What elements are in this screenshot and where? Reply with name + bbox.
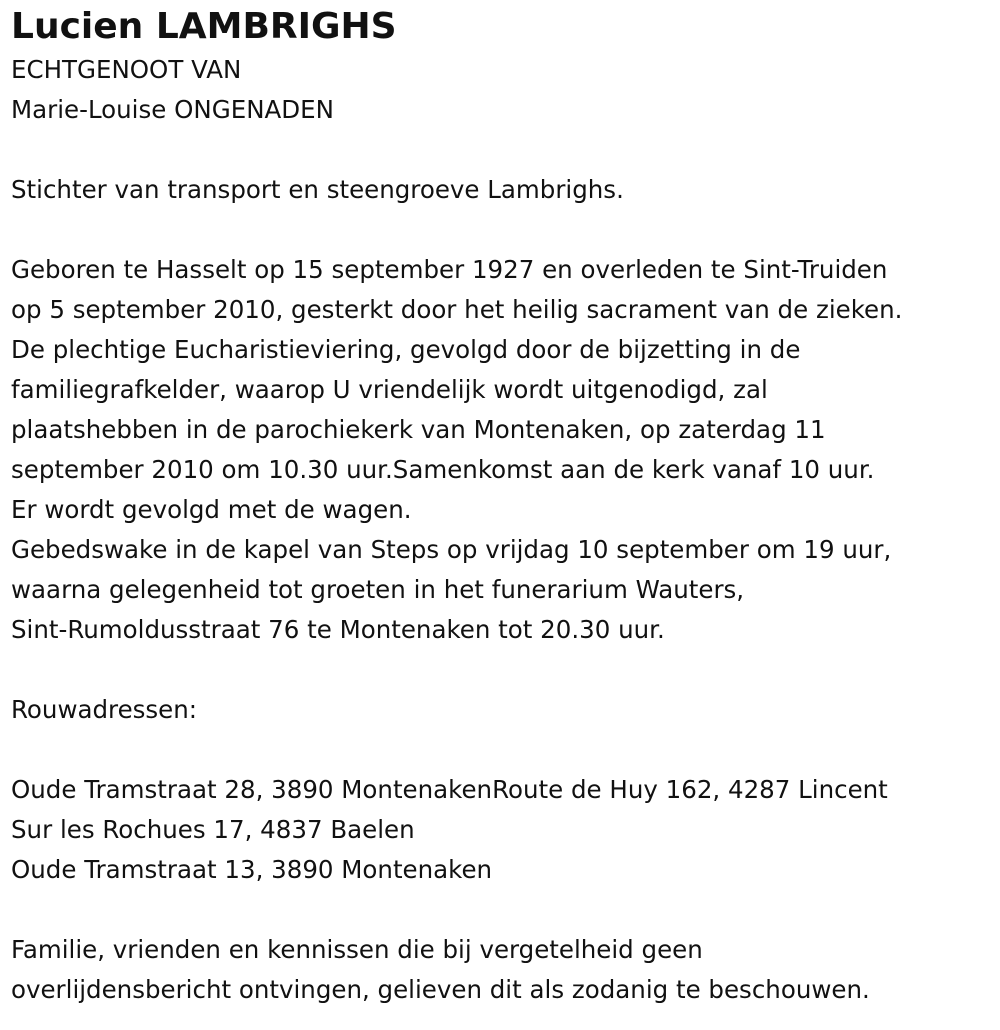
address-line: Oude Tramstraat 13, 3890 Montenaken xyxy=(11,855,493,884)
address-line: Sur les Rochues 17, 4837 Baelen xyxy=(11,815,415,844)
notice-body xyxy=(11,250,989,650)
address-list xyxy=(11,770,989,890)
spacer xyxy=(11,210,989,250)
body-line: Gebedswake in de kapel van Steps op vrijdag 10 september om 19 uur, xyxy=(11,535,892,564)
spacer xyxy=(11,130,989,170)
deceased-name: Lucien LAMBRIGHS xyxy=(11,6,397,47)
body-line: waarna gelegenheid tot groeten in het funerarium Wauters, xyxy=(11,575,745,604)
closing-note xyxy=(11,930,989,1010)
spacer xyxy=(11,890,989,930)
closing-line: overlijdensbericht ontvingen, gelieven dit als zodanig te beschouwen. xyxy=(11,975,870,1004)
body-line: familiegrafkelder, waarop U vriendelijk wordt uitgenodigd, zal xyxy=(11,375,768,404)
body-line: Er wordt gevolgd met de wagen. xyxy=(11,495,412,524)
body-line: plaatshebben in de parochiekerk van Montenaken, op zaterdag 11 xyxy=(11,415,826,444)
spacer xyxy=(11,730,989,770)
body-line: Geboren te Hasselt op 15 september 1927 en overleden te Sint-Truiden xyxy=(11,255,888,284)
addresses-heading: Rouwadressen: xyxy=(11,695,198,724)
spacer xyxy=(11,650,989,690)
address-line: Oude Tramstraat 28, 3890 MontenakenRoute de Huy 162, 4287 Lincent xyxy=(11,775,888,804)
spouse-name: Marie-Louise ONGENADEN xyxy=(11,95,334,124)
founder-line: Stichter van transport en steengroeve Lambrighs. xyxy=(11,175,624,204)
body-line: Sint-Rumoldusstraat 76 te Montenaken tot 20.30 uur. xyxy=(11,615,665,644)
body-line: op 5 september 2010, gesterkt door het heilig sacrament van de zieken. xyxy=(11,295,903,324)
body-line: De plechtige Eucharistieviering, gevolgd door de bijzetting in de xyxy=(11,335,801,364)
relation-label: ECHTGENOOT VAN xyxy=(11,55,242,84)
body-line: september 2010 om 10.30 uur.Samenkomst aan de kerk vanaf 10 uur. xyxy=(11,455,875,484)
closing-line: Familie, vrienden en kennissen die bij vergetelheid geen xyxy=(11,935,703,964)
